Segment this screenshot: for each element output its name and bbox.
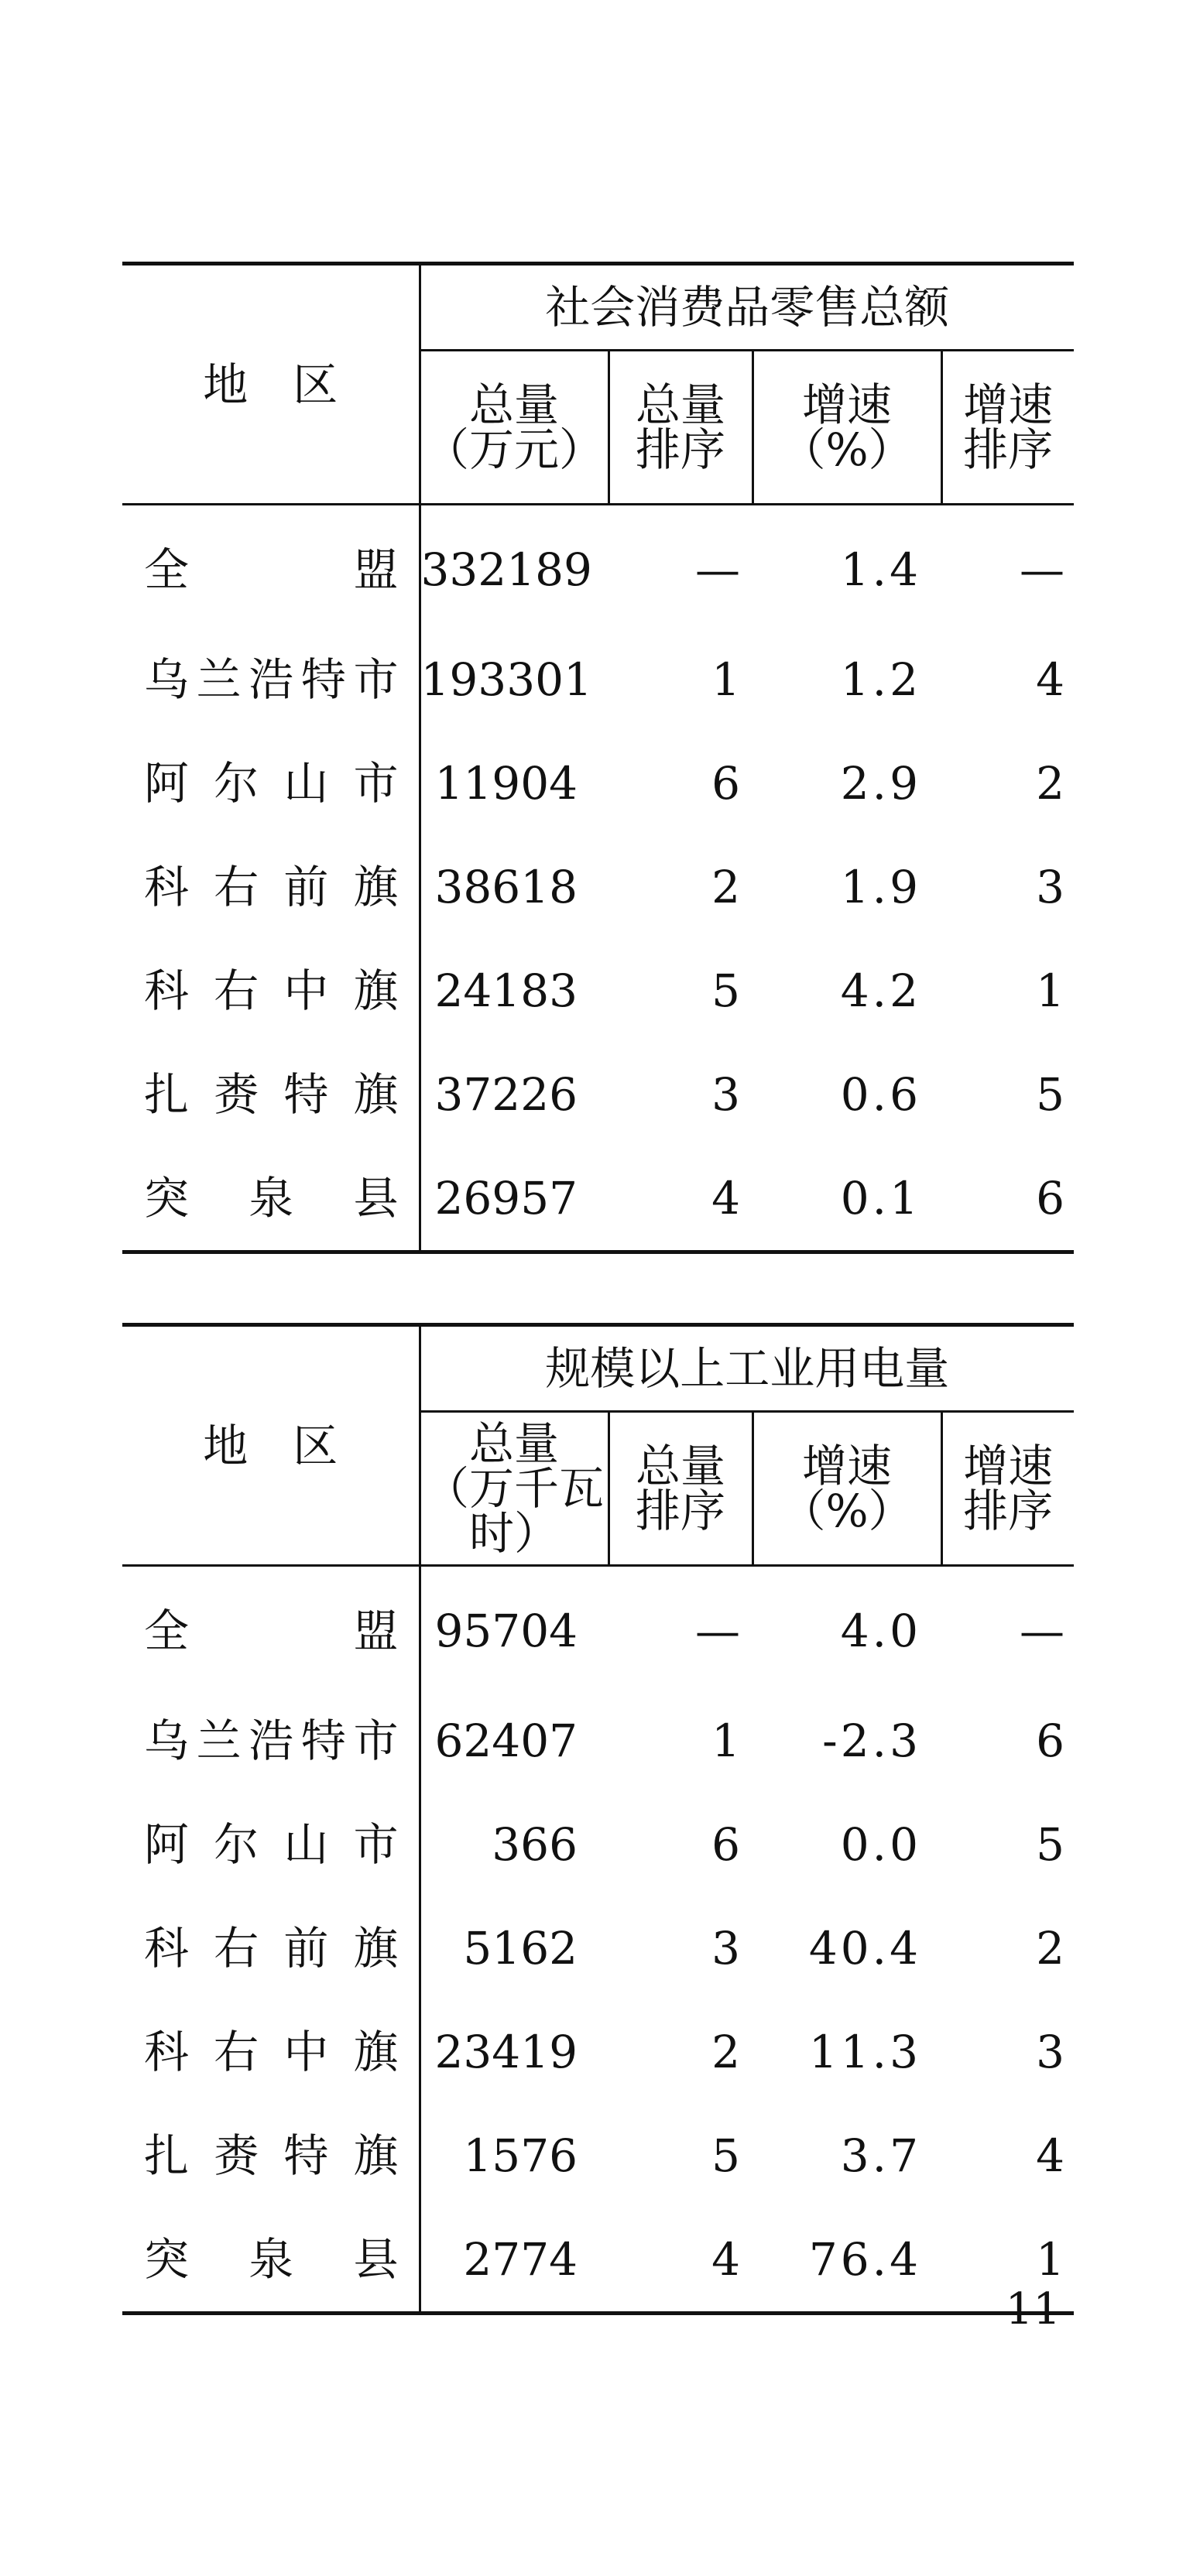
growth-rank: — — [1020, 1605, 1065, 1657]
growth-rank: 3 — [1036, 861, 1065, 913]
region-name: 科右中旗 — [144, 2026, 399, 2078]
growth-rank: 4 — [1036, 653, 1065, 706]
region-name: 阿尔山市 — [144, 757, 399, 810]
region-name: 阿尔山市 — [144, 1818, 399, 1871]
table-row — [122, 505, 1074, 629]
retail-sales-table — [122, 262, 1074, 1254]
growth-value: -2.3 — [822, 1714, 921, 1767]
growth-rank: 2 — [1036, 757, 1065, 810]
column-header-total-rank: 总量 排序 — [608, 351, 752, 505]
total-rank: 5 — [711, 2129, 740, 2182]
column-header-growth-rank: 增速 排序 — [941, 1412, 1074, 1566]
growth-value: 0.0 — [840, 1818, 921, 1871]
total-rank: — — [695, 543, 740, 596]
growth-value: 1.2 — [840, 653, 921, 706]
growth-rank: 5 — [1036, 1818, 1065, 1871]
column-header-total-rank: 总量 排序 — [608, 1412, 752, 1566]
region-name: 全盟 — [144, 543, 399, 596]
table-row — [122, 628, 1074, 731]
growth-rank: 6 — [1036, 1172, 1065, 1225]
growth-rank: 1 — [1036, 964, 1065, 1017]
growth-rank: 1 — [1036, 2233, 1065, 2286]
table-row — [122, 1689, 1074, 1793]
column-header-growth: 增速 （%） — [752, 351, 941, 505]
growth-rank: — — [1020, 543, 1065, 596]
table-row — [122, 1043, 1074, 1146]
total-rank: 3 — [711, 1922, 740, 1975]
total-rank: 3 — [711, 1068, 740, 1121]
region-name: 突泉县 — [144, 1172, 399, 1225]
total-value: 62407 — [420, 1689, 608, 1793]
total-rank: 1 — [711, 1714, 740, 1767]
column-header-growth: 增速 （%） — [752, 1412, 941, 1566]
column-header-total: 总量 （万元） — [420, 351, 608, 505]
growth-rank: 3 — [1036, 2026, 1065, 2078]
growth-rank: 5 — [1036, 1068, 1065, 1121]
growth-value: 0.1 — [840, 1172, 921, 1225]
region-name: 突泉县 — [144, 2233, 399, 2286]
region-column-header: 地 区 — [122, 1325, 420, 1566]
total-rank: 1 — [711, 653, 740, 706]
table-group-title: 社会消费品零售总额 — [420, 264, 1074, 351]
total-value: 193301 — [420, 628, 608, 731]
table-row — [122, 1896, 1074, 2000]
table-row — [122, 1793, 1074, 1896]
growth-value: 1.9 — [840, 861, 921, 913]
growth-value: 0.6 — [840, 1068, 921, 1121]
total-value: 23419 — [420, 2000, 608, 2104]
column-header-growth-rank: 增速 排序 — [941, 351, 1074, 505]
total-value: 24183 — [420, 939, 608, 1043]
region-name: 扎赉特旗 — [144, 1068, 399, 1121]
total-rank: — — [695, 1605, 740, 1657]
growth-value: 4.0 — [840, 1605, 921, 1657]
region-name: 科右前旗 — [144, 1922, 399, 1975]
growth-value: 76.4 — [808, 2233, 921, 2286]
total-value: 2774 — [420, 2208, 608, 2314]
table-row — [122, 939, 1074, 1043]
region-name: 科右前旗 — [144, 861, 399, 913]
total-value: 332189 — [420, 505, 608, 629]
page-number: 11 — [1005, 2284, 1061, 2334]
region-name: 乌兰浩特市 — [144, 653, 399, 706]
growth-value: 4.2 — [840, 964, 921, 1017]
total-rank: 4 — [711, 1172, 740, 1225]
growth-value: 3.7 — [840, 2129, 921, 2182]
table-group-title: 规模以上工业用电量 — [420, 1325, 1074, 1412]
table-row — [122, 2000, 1074, 2104]
total-rank: 4 — [711, 2233, 740, 2286]
table-row — [122, 835, 1074, 939]
total-value: 38618 — [420, 835, 608, 939]
growth-rank: 2 — [1036, 1922, 1065, 1975]
total-value: 37226 — [420, 1043, 608, 1146]
column-header-total: 总量 （万千瓦时） — [420, 1412, 608, 1566]
region-column-header: 地 区 — [122, 264, 420, 505]
total-value: 366 — [420, 1793, 608, 1896]
total-value: 26957 — [420, 1146, 608, 1252]
total-value: 1576 — [420, 2104, 608, 2208]
table-row — [122, 2208, 1074, 2314]
growth-rank: 6 — [1036, 1714, 1065, 1767]
industrial-electricity-table — [122, 1323, 1074, 2315]
table-row — [122, 2104, 1074, 2208]
growth-rank: 4 — [1036, 2129, 1065, 2182]
total-rank: 6 — [711, 757, 740, 810]
total-value: 5162 — [420, 1896, 608, 2000]
table-row — [122, 1566, 1074, 1690]
region-name: 乌兰浩特市 — [144, 1714, 399, 1767]
growth-value: 1.4 — [840, 543, 921, 596]
region-name: 科右中旗 — [144, 964, 399, 1017]
region-name: 全盟 — [144, 1605, 399, 1657]
growth-value: 2.9 — [840, 757, 921, 810]
region-name: 扎赉特旗 — [144, 2129, 399, 2182]
total-rank: 6 — [711, 1818, 740, 1871]
total-rank: 5 — [711, 964, 740, 1017]
total-value: 95704 — [420, 1566, 608, 1690]
table-row — [122, 1146, 1074, 1252]
total-rank: 2 — [711, 2026, 740, 2078]
growth-value: 11.3 — [808, 2026, 921, 2078]
total-rank: 2 — [711, 861, 740, 913]
growth-value: 40.4 — [808, 1922, 921, 1975]
table-row — [122, 731, 1074, 835]
total-value: 11904 — [420, 731, 608, 835]
